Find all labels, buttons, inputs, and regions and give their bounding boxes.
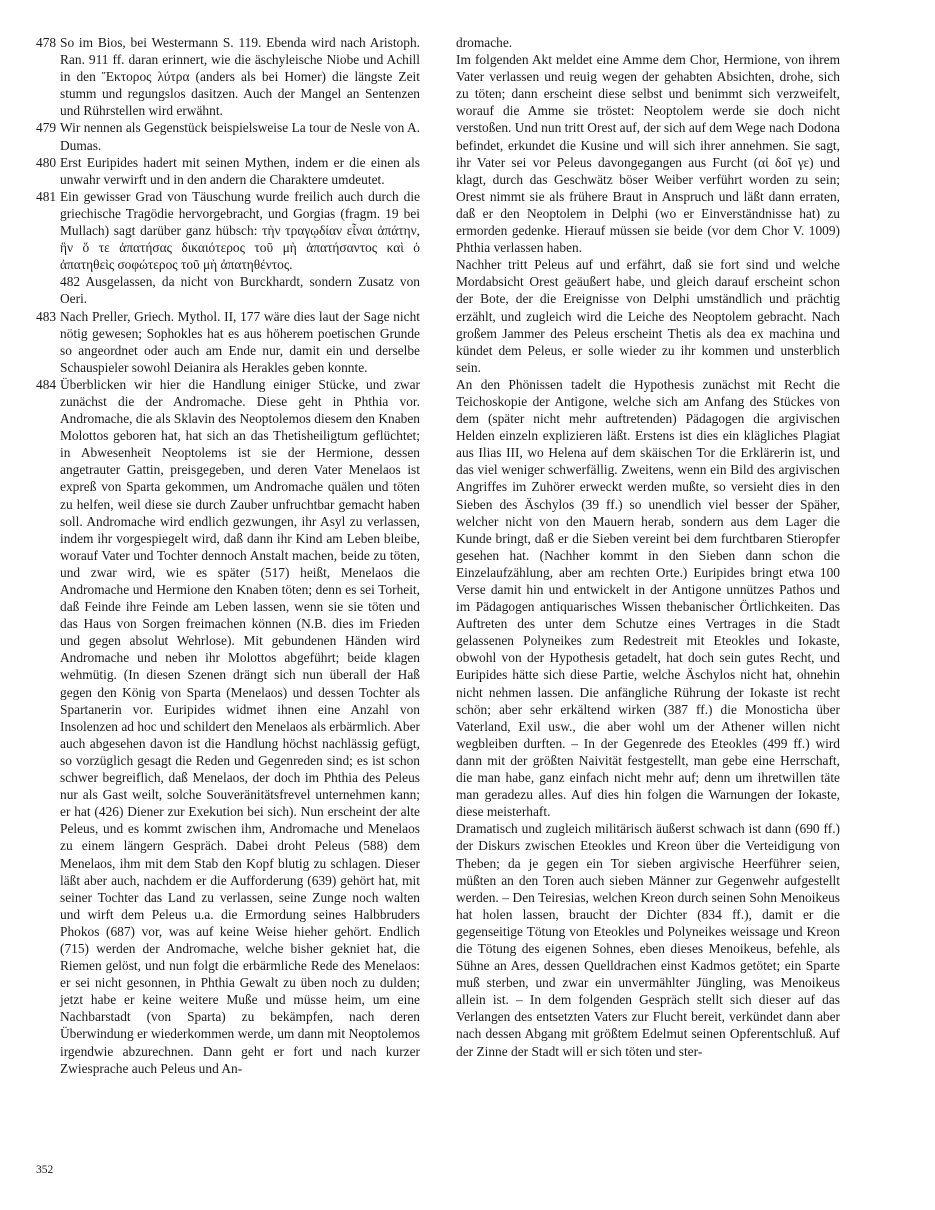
paragraph: Im folgenden Akt meldet eine Amme dem Chor, Hermione, von ihrem Vater verlassen und reuig wegen der gehabten Absichten, drohe, sich zu töten; dann erscheint diese selbst und benimmt sich verzweifelt, worauf die Amme sie tröstet: Neoptolem werde sie doch nicht verstoßen. Und nun tritt Orest auf, der sich auf dem Wege nach Dodona befindet, erkundet die Kusine und will sich ihrer annehmen. Sie sagt, ihr Vater sei vor Peleus davongegangen aus Furcht (αἰ δοῖ γε) und klagt, durch das Geschwätz böser Weiber verführt worden zu sein; Orest nimmt sie als frühere Braut in Anspruch und läßt dann erraten, daß er den Neoptolem in Delphi (wo er Einverständnisse hat) zu ermorden gedenke. Hierauf müssen sie beide (vor dem Chor V. 1009) Phthia verlassen haben.: [456, 52, 840, 256]
paragraph: An den Phönissen tadelt die Hypothesis zunächst mit Recht die Teichoskopie der Antigone, welche sich am Anfang des Stückes von dem (später nicht mehr auftretenden) Pädagogen die argivischen Helden einzeln explizieren läßt. Erstens ist dies ein klägliches Plagiat aus Ilias III, wo Helena auf dem skäischen Tor die Erklärerin ist, und das viel weniger schwerfällig. Zweitens, wenn ein Bild des argivischen Angriffes im Zuhörer erweckt werden mußte, so versieht dies in den Sieben des Äschylos (39 ff.) so unendlich viel besser der Späher, welcher nicht von den Mauern herab, sondern aus dem Lager die Kunde bringt, daß er die Sieben vereint bei dem furchtbaren Stieropfer gesehen hat. (Nachher kommt in den Sieben dann schon die Einzelaufzählung, aber am rechten Orte.) Euripides bringt etwa 100 Verse damit hin und entwickelt in der Antigone unnützes Pathos und im Pädagogen antiquarisches Wissen thebanischer Örtlichkeiten. Das Auftreten des unter dem Schutze eines Vertrages in die Stadt gelassenen Polyneikes zum Redestreit mit Eteokles und Iokaste, obwohl von der Hypothesis getadelt, hat doch sein gutes Recht, und Euripides hätte sich diese Partie, welche Äschylos nicht hat, ohnehin nicht nehmen lassen. Die anfängliche Rührung der Iokaste ist recht schön; aber sehr erkältend wirken (387 ff.) die Monosticha über Vaterland, Exil usw., die aber wohl um der Athener willen nicht wegbleiben durften. – In der Gegenrede des Eteokles (499 ff.) wird dann mit der größten Naivität festgestellt, man gebe eine Herrschaft, die man habe, ganz einfach nicht mehr auf; denn um ihretwillen täte man geradezu alles. Auf dies hin folgen die Warnungen der Iokaste, diese meisterhaft.: [456, 376, 840, 820]
left-column: [36, 34, 420, 1077]
footnote-text: Erst Euripides hadert mit seinen Mythen, indem er die einen als unwahr verwirft und in den andern die Charaktere umdeutet.: [60, 154, 420, 187]
footnote-text: Ein gewisser Grad von Täuschung wurde freilich auch durch die griechische Tragödie hervorgebracht, und Gorgias (fragm. 19 bei Mullach) sagt darüber ganz hübsch: τὴν τραγῳδίαν εἶναι ἀπάτην, ἣν ὅ τε ἀπατήσας δικαιότερος τοῦ μὴ ἀπατήσαντος καὶ ὁ ἀπατηθεὶς σοφώτερος τοῦ μὴ ἀπατηθέντος.: [60, 188, 420, 273]
footnote-483: [36, 308, 420, 376]
paragraph: dromache.: [456, 35, 513, 50]
footnote-484: [36, 376, 420, 1077]
footnote-text: Nach Preller, Griech. Mythol. II, 177 wäre dies laut der Sage nicht nötig gewesen; Sophokles hat es aus höherem poetischen Grunde so angeordnet oder auch am Ende nur, damit ein und derselbe Schauspieler sowohl Deianira als Herakles geben konnte.: [60, 308, 420, 375]
footnote-481: [36, 188, 420, 273]
footnote-478: [36, 34, 420, 119]
paragraph: Dramatisch und zugleich militärisch äußerst schwach ist dann (690 ff.) der Diskurs zwischen Eteokles und Kreon über die Verteidigung von Theben; da je gegen ein Tor sieben argivische Heerführer seien, müßten an den Toren auch sieben Männer zur Gegenwehr aufgestellt werden. – Den Teiresias, welchen Kreon durch seinen Sohn Menoikeus hat holen lassen, braucht der Dichter (834 ff.), damit er die gegenseitige Tötung von Eteokles und Polyneikes weissage und Kreon die Tötung des eigenen Sohnes, eben dieses Menoikeus, befehle, als Sühne an Ares, dessen Quelldrachen einst Kadmos getötet; ein Sparte muß sterben, und zwar ein unvermählter Jüngling, was Menoikeus allein ist. – In dem folgenden Gespräch stellt sich dieser auf das Verlangen des entsetzten Vaters zur Flucht bereit, verkündet dann aber nach dessen Abgang mit größtem Edelmut seinen Opferentschluß. Auf der Zinne der Stadt will er sich töten und ster-: [456, 821, 840, 1059]
paragraph: Nachher tritt Peleus auf und erfährt, daß sie fort sind und welche Mordabsicht Orest geäußert habe, und gleich darauf erscheint schon der Bote, der die Ereignisse von Delphi umständlich und prächtig erzählt, und zugleich wird die Leiche des Neoptolem gebracht. Nach großem Jammer des Peleus erscheint Thetis als dea ex machina und kündet dem Peleus, er solle wieder zu ihr kommen und unsterblich sein.: [456, 257, 840, 375]
right-column: [456, 34, 840, 1060]
footnote-number: 479: [36, 120, 57, 136]
footnote-number: 481: [36, 188, 57, 204]
book-page: [36, 34, 898, 1174]
footnote-number: 480: [36, 154, 57, 170]
page-number: 352: [36, 1164, 54, 1176]
footnote-text: Überblicken wir hier die Handlung einiger Stücke, und zwar zunächst die der Andromache. Diese geht in Phthia vor. Andromache, die als Sklavin des Neoptolemos diesem den Knaben Molottos geboren hat, hat sich an das Thetisheiligtum geflüchtet; in Abwesenheit Neoptolems ist sie der Hermione, dessen angetrauter Gattin, preisgegeben, und deren Vater Menelaos ist expreß von Sparta gekommen, um Andromache quälen und töten zu helfen, weil diese sie durch Zauber unfruchtbar gemacht haben soll. Andromache wird endlich gezwungen, ihr Asyl zu verlassen, indem ihr vorgespiegelt wird, daß dann ihr Kind am Leben bleibe, worauf Vater und Tochter dennoch Anstalt machen, beide zu töten, und zwar wird, wie es später (517) heißt, Menelaos die Andromache und Hermione den Knaben töten; denn es sei Torheit, daß Feinde ihre Feinde am Leben lassen, wenn sie sie töten und das Haus von Sorgen freimachen können (N.B. dies im Frieden und gegen absolut Wehrlose). Mit gebundenen Händen wird Andromache und neben ihr Molottos abgeführt; beide klagen wehmütig. (In diesen Szenen drängt sich nun überall der Haß gegen den König von Sparta (Menelaos) und dessen Tochter als Spartanerin vor. Euripides widmet ihnen eine Anzahl von Insolenzen ad hoc und schildert den Menelaos als erbärmlich. Aber auch abgesehen davon ist die Handlung höchst nachlässig gefügt, so vorzüglich gesagt die Reden und Gegenreden sind; es ist schon schwer begreiflich, daß Menelaos, der doch im Phthia des Peleus nur als Gast weilt, solche Souveränitätsfrevel unternehmen kann; er hat (426) Diener zur Exekution bei sich). Nun erscheint der alte Peleus, und es kommt zwischen ihm, Andromache und Menelaos zu einem längern Gespräch. Dabei droht Peleus (588) dem Menelaos, ihm mit dem Stab den Kopf blutig zu schlagen. Dieser läßt aber auch, nachdem er die Aufforderung (639) gehört hat, mit seiner Tochter das Land zu verlassen, seine Zunge noch walten und wirft dem Peleus u.a. die Ermordung seines Halbbruders Phokos (687) vor, was auf keine Weise hieher gehört. Endlich (715) werden der Andromache, welche bisher gekniet hat, die Riemen gelöst, und nun folgt die erbärmliche Rede des Menelaos: er sei nicht gesonnen, in Phthia Gewalt zu üben noch zu dulden; jetzt habe er keine weitere Muße und müsse heim, um eine Nachbarstadt (von Sparta) zu bekämpfen, nach deren Überwindung er wiederkommen werde, um dann mit Neoptolemos irgendwie abzurechnen. Dann geht er fort und nach kurzer Zwiesprache auch Peleus und An-: [60, 376, 420, 1076]
footnote-480: [36, 154, 420, 188]
footnote-number: 478: [36, 35, 57, 50]
footnote-text: Wir nennen als Gegenstück beispielsweise La tour de Nesle von A. Dumas.: [60, 120, 420, 153]
footnote-number: 483: [36, 308, 57, 324]
footnote-479: [36, 119, 420, 153]
footnote-text: So im Bios, bei Westermann S. 119. Ebenda wird nach Aristoph. Ran. 911 ff. daran erinnert, wie die äschyleische Niobe und Achill in den Ἕκτορος λύτρα (anders als bei Homer) die längste Zeit stumm und regungslos dasitzen. Auch der Mangel an Sentenzen und Rührstellen wird erwähnt.: [60, 35, 420, 119]
footnote-482: 482 Ausgelassen, da nicht von Burckhardt, sondern Zusatz von Oeri.: [60, 274, 420, 307]
footnote-number: 484: [36, 376, 57, 392]
